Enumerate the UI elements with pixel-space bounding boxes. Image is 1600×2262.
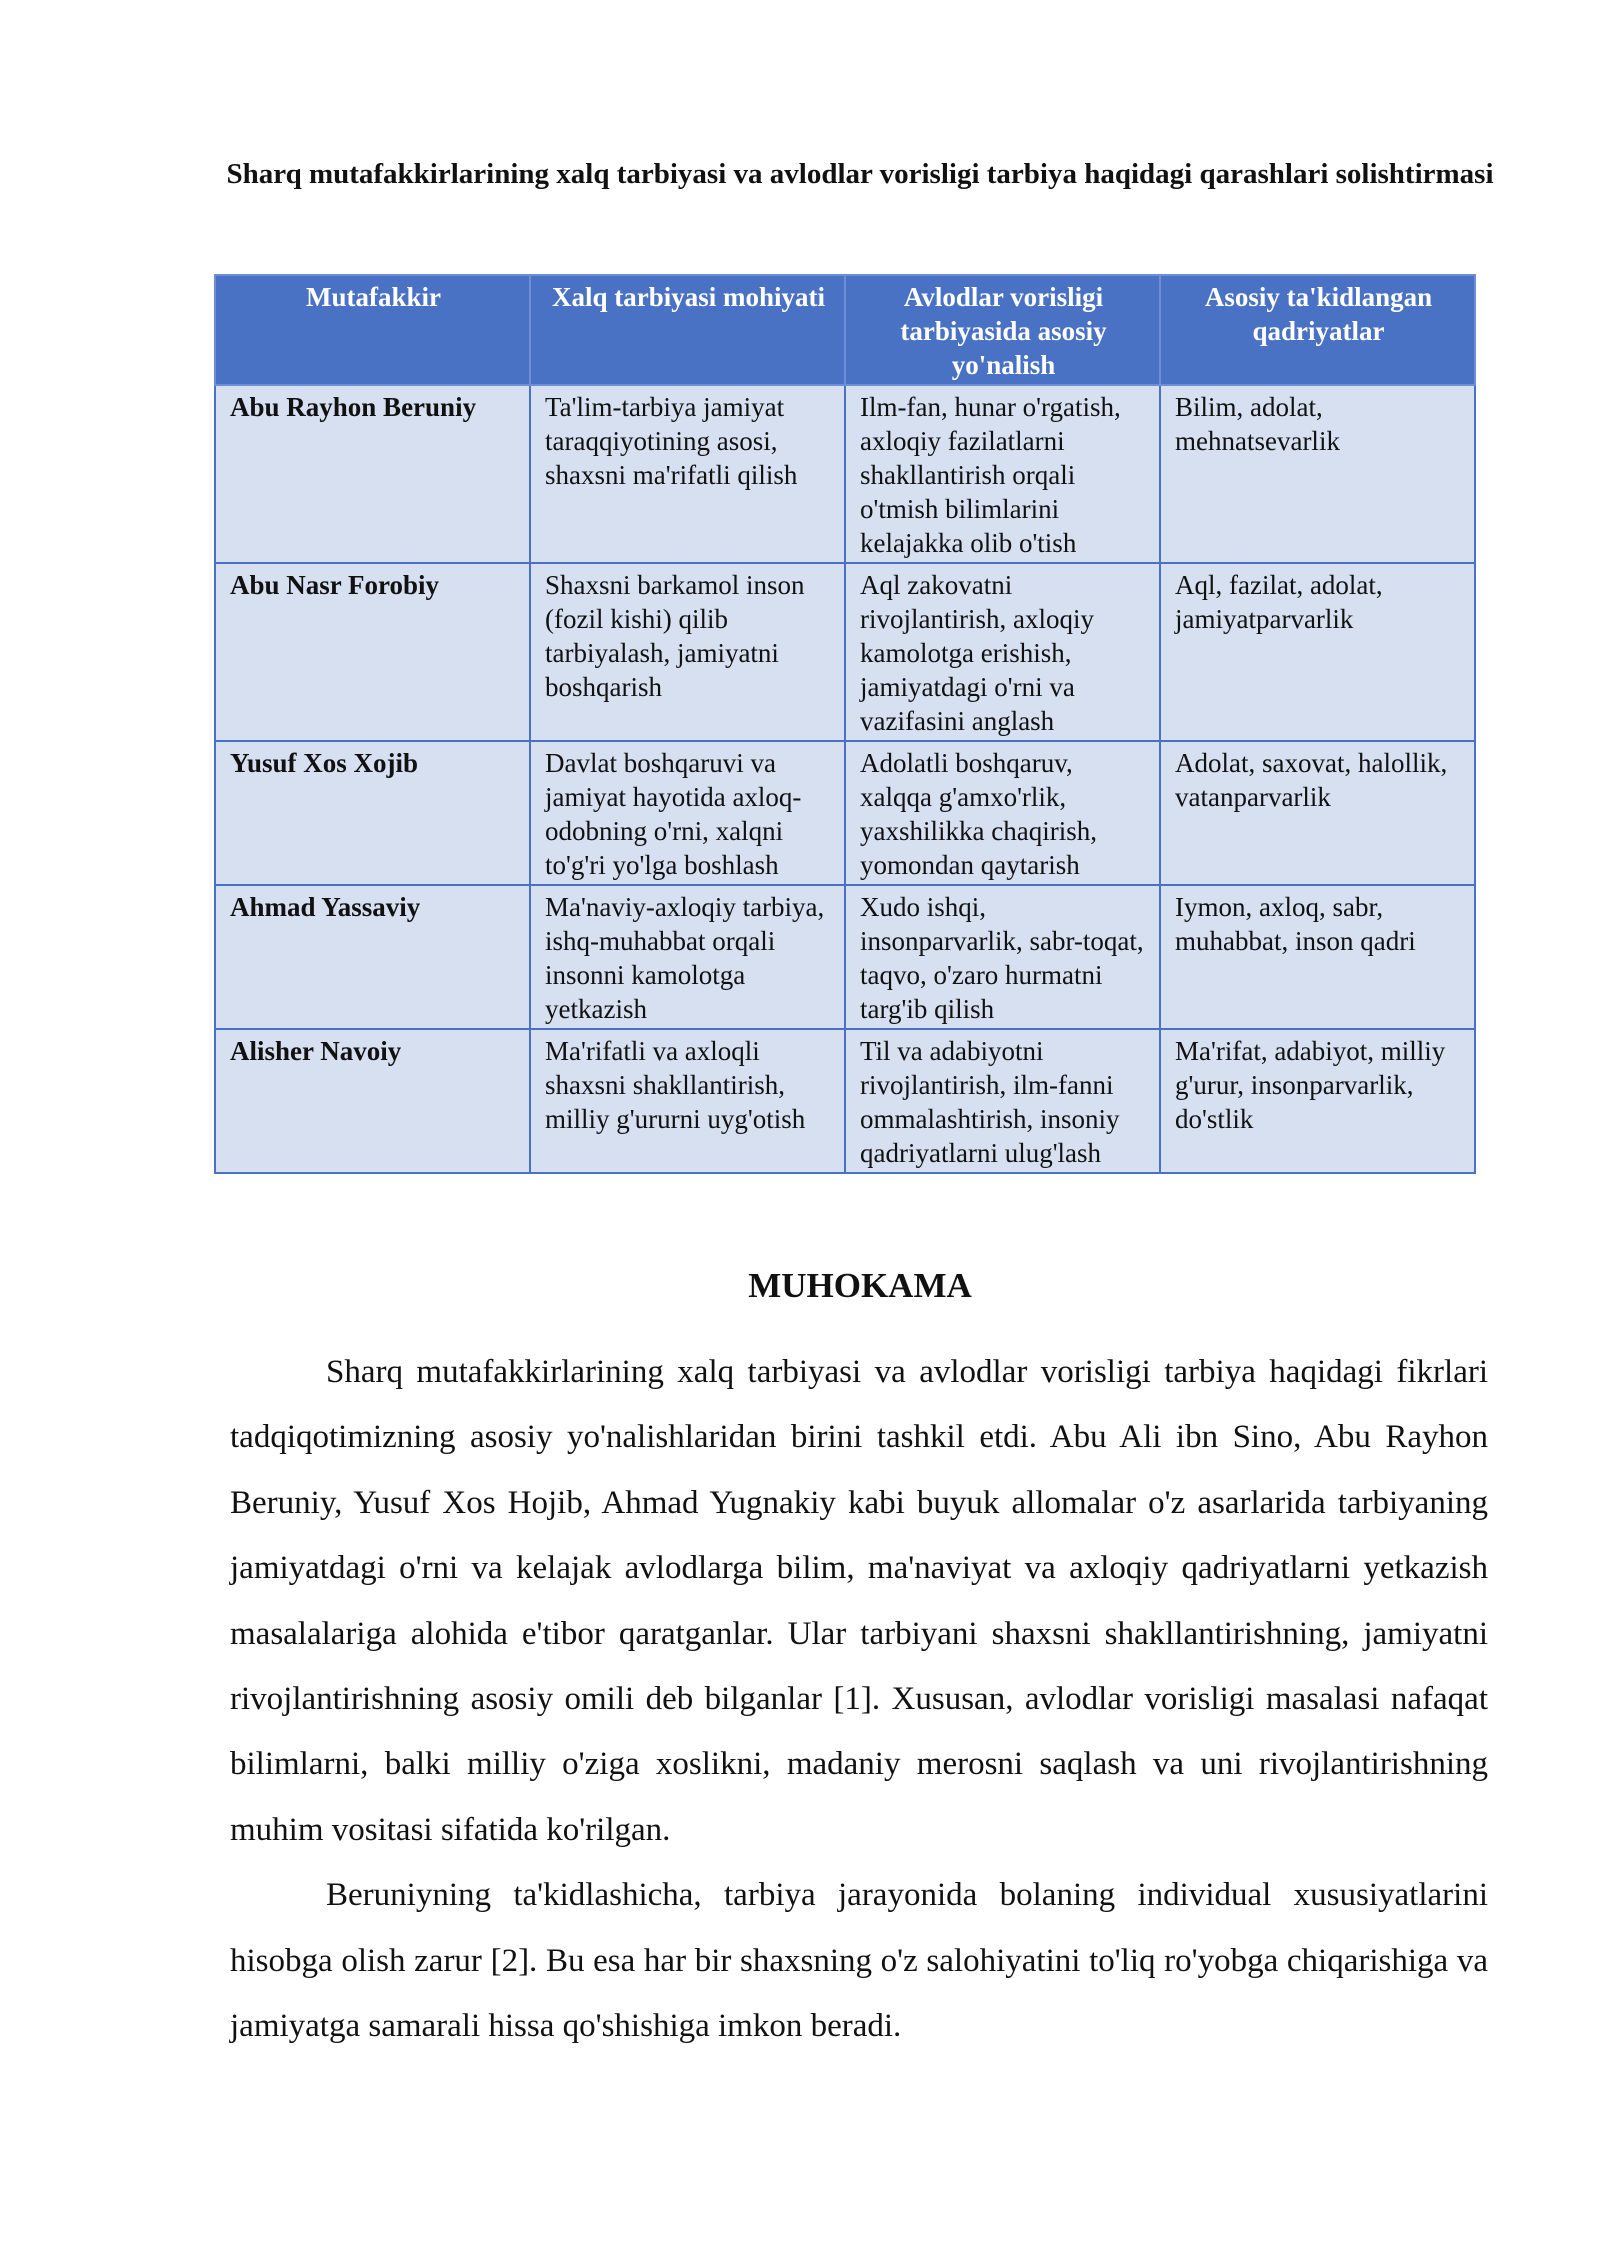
paragraph: Sharq mutafakkirlarining xalq tarbiyasi va avlodlar vorisligi tarbiya haqidagi fikrlari tadqiqotimizning asosiy yo'nalishlaridan birini tashkil etdi. Abu Ali ibn Sino, Abu Rayhon Beruniy, Yusuf Xos Hojib, Ahmad Yugnakiy kabi buyuk allomalar o'z asarlarida tarbiyaning jamiyatdagi o'rni va kelajak avlodlarga bilim, ma'naviyat va axloqiy qadriyatlarni yetkazish masalalariga alohida e'tibor qaratganlar. Ular tarbiyani shaxsni shakllantirishning, jamiyatni rivojlantirishning asosiy omili deb bilganlar [1]. Xususan, avlodlar vorisligi masalasi nafaqat bilimlarni, balki milliy o'ziga xoslikni, madaniy merosni saqlash va uni rivojlantirishning muhim vositasi sifatida ko'rilgan. — [230, 1354, 1488, 1848]
paragraph: Beruniyning ta'kidlashicha, tarbiya jarayonida bolaning individual xususiyatlarini hisobga olish zarur [2]. Bu esa har bir shaxsning o'z salohiyatini to'liq ro'yobga chiqarishiga va jamiyatga samarali hissa qo'shishiga imkon beradi. — [230, 1877, 1488, 2045]
table-cell: Ilm-fan, hunar o'rgatish, axloqiy fazilatlarni shakllantirish orqali o'tmish bilimlarini kelajakka olib o'tish — [845, 385, 1160, 563]
table-cell: Bilim, adolat, mehnatsevarlik — [1160, 385, 1475, 563]
thinker-name: Yusuf Xos Xojib — [215, 741, 530, 885]
section-heading: MUHOKAMA — [748, 1266, 972, 1305]
table-cell: Til va adabiyotni rivojlantirish, ilm-fanni ommalashtirish, insoniy qadriyatlarni ulug'lash — [845, 1029, 1160, 1173]
table-cell: Ma'rifatli va axloqli shaxsni shakllantirish, milliy g'ururni uyg'otish — [530, 1029, 845, 1173]
header-essence: Xalq tarbiyasi mohiyati — [530, 275, 845, 385]
thinker-name: Abu Rayhon Beruniy — [215, 385, 530, 563]
table-cell: Ma'naviy-axloqiy tarbiya, ishq-muhabbat orqali insonni kamolotga yetkazish — [530, 885, 845, 1029]
body-text — [230, 1340, 1488, 2059]
table-title: Sharq mutafakkirlarining xalq tarbiyasi va avlodlar vorisligi tarbiya haqidagi qarashlari solishtirmasi — [226, 158, 1494, 190]
table-cell: Iymon, axloq, sabr, muhabbat, inson qadri — [1160, 885, 1475, 1029]
table-row — [215, 885, 1475, 1029]
table-row — [215, 741, 1475, 885]
header-direction: Avlodlar vorisligi tarbiyasida asosiy yo'nalish — [845, 275, 1160, 385]
table-cell: Ma'rifat, adabiyot, milliy g'urur, insonparvarlik, do'stlik — [1160, 1029, 1475, 1173]
table-row — [215, 1029, 1475, 1173]
header-values: Asosiy ta'kidlangan qadriyatlar — [1160, 275, 1475, 385]
table-cell: Xudo ishqi, insonparvarlik, sabr-toqat, taqvo, o'zaro hurmatni targ'ib qilish — [845, 885, 1160, 1029]
thinker-name: Alisher Navoiy — [215, 1029, 530, 1173]
thinker-name: Abu Nasr Forobiy — [215, 563, 530, 741]
table-cell: Shaxsni barkamol inson (fozil kishi) qilib tarbiyalash, jamiyatni boshqarish — [530, 563, 845, 741]
table-cell: Aql zakovatni rivojlantirish, axloqiy kamolotga erishish, jamiyatdagi o'rni va vazifasini anglash — [845, 563, 1160, 741]
thinker-name: Ahmad Yassaviy — [215, 885, 530, 1029]
table-cell: Ta'lim-tarbiya jamiyat taraqqiyotining asosi, shaxsni ma'rifatli qilish — [530, 385, 845, 563]
table-cell: Adolat, saxovat, halollik, vatanparvarlik — [1160, 741, 1475, 885]
comparison-table — [214, 274, 1476, 1174]
table-header-row — [215, 275, 1475, 385]
table-row — [215, 385, 1475, 563]
table-cell: Aql, fazilat, adolat, jamiyatparvarlik — [1160, 563, 1475, 741]
table-row — [215, 563, 1475, 741]
header-thinker: Mutafakkir — [215, 275, 530, 385]
table-cell: Adolatli boshqaruv, xalqqa g'amxo'rlik, yaxshilikka chaqirish, yomondan qaytarish — [845, 741, 1160, 885]
table-cell: Davlat boshqaruvi va jamiyat hayotida axloq-odobning o'rni, xalqni to'g'ri yo'lga boshlash — [530, 741, 845, 885]
